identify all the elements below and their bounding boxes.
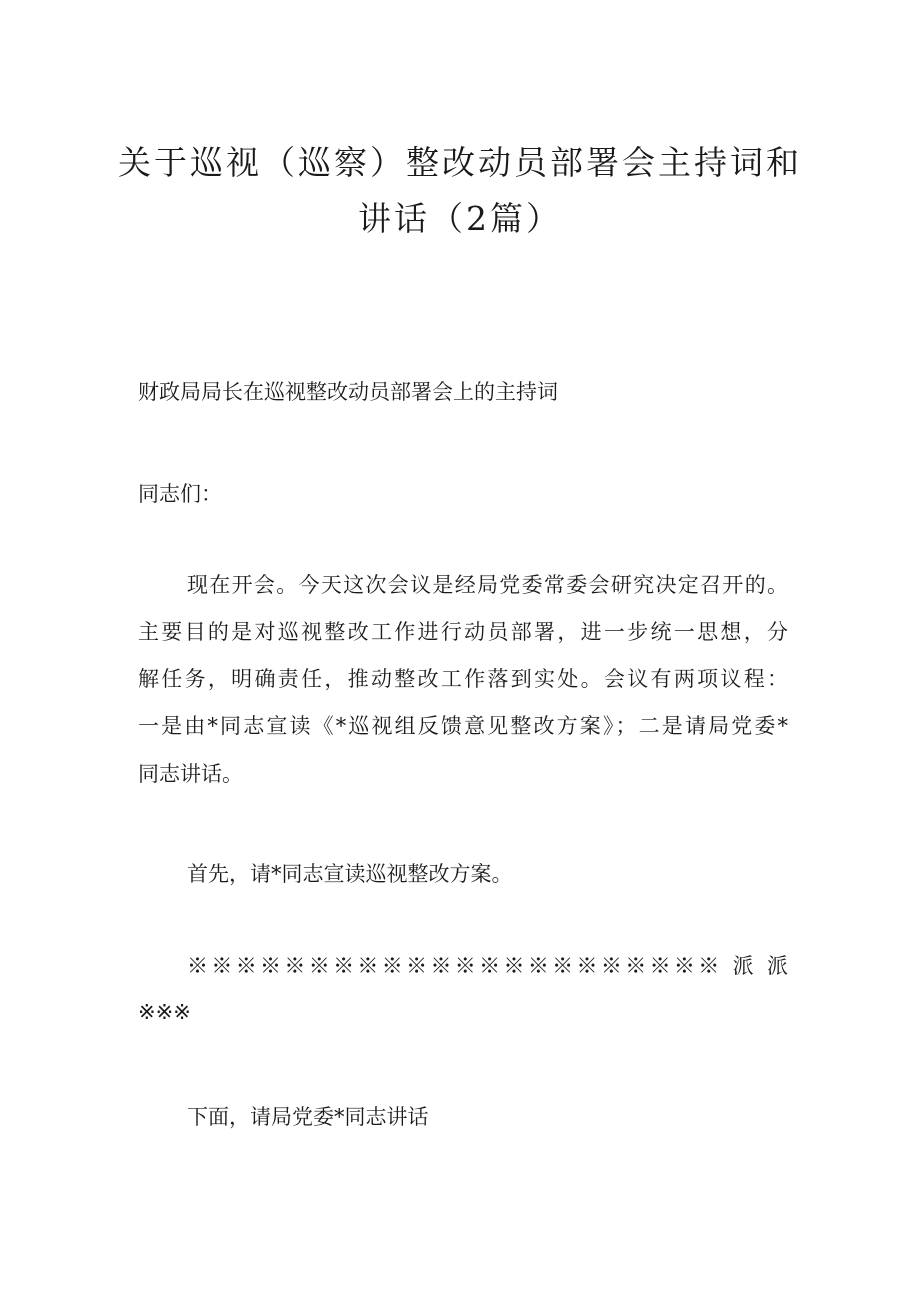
salutation: 同志们： — [138, 482, 222, 506]
paragraph-1-line-1: 现在开会。今天这次会议是经局党委常委会研究决定召开的。 — [187, 573, 788, 597]
document-title-line-1: 关于巡视（巡察）整改动员部署会主持词和 — [118, 143, 802, 182]
paragraph-1-line-5: 同志讲话。 — [138, 762, 243, 786]
paragraph-3-line-2: ※※※ — [138, 1000, 191, 1024]
paragraph-2: 首先，请*同志宣读巡视整改方案。 — [187, 862, 513, 886]
paragraph-1-line-4: 一是由*同志宣读《*巡视组反馈意见整改方案》；二是请局党委* — [138, 714, 788, 738]
speech-subtitle: 财政局局长在巡视整改动员部署会上的主持词 — [138, 380, 558, 404]
paragraph-1-line-3: 解任务，明确责任，推动整改工作落到实处。会议有两项议程： — [138, 667, 788, 691]
document-title-line-2: 讲话（2篇） — [358, 199, 562, 238]
paragraph-4: 下面，请局党委*同志讲话 — [187, 1105, 429, 1129]
paragraph-3-line-1: ※※※※※※※※※※※※※※※※※※※※※※ 派 派 — [187, 954, 788, 978]
paragraph-1-line-2: 主要目的是对巡视整改工作进行动员部署，进一步统一思想，分 — [138, 620, 788, 644]
